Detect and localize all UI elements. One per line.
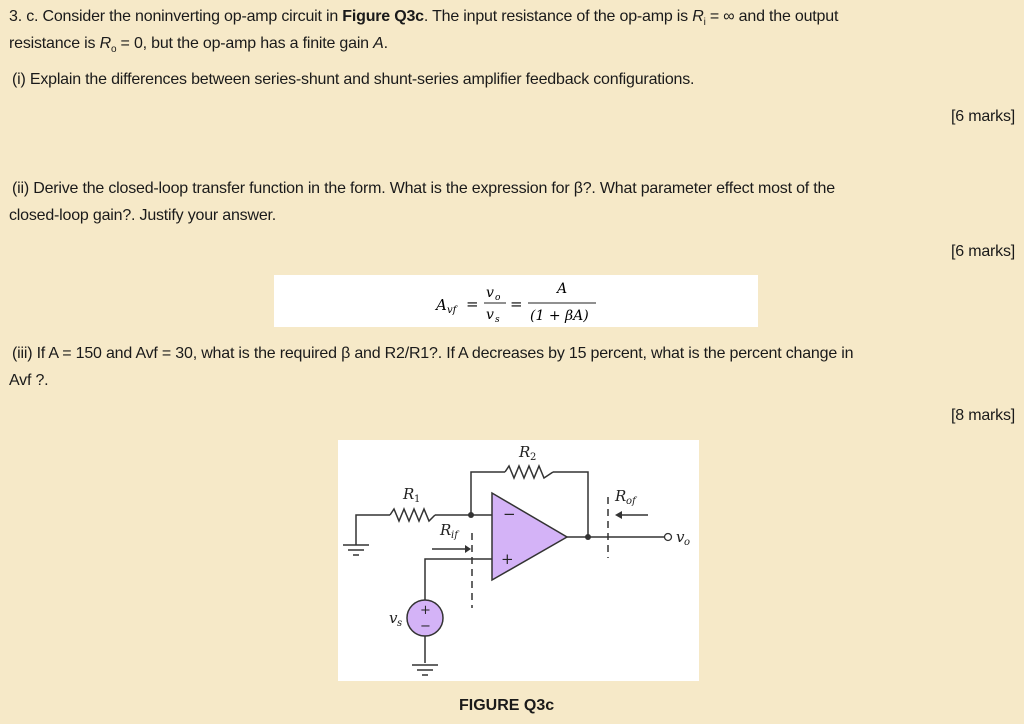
opamp-plus-sign: + [501, 550, 514, 568]
source-minus-sign: − [420, 619, 431, 634]
label-rif: R [440, 521, 452, 539]
part-ii-line2: closed-loop gain?. Justify your answer. [9, 207, 277, 224]
part-iii-marks: [8 marks] [951, 407, 1015, 424]
figure-reference: Figure Q3c [342, 8, 424, 25]
figure-caption: FIGURE Q3c [459, 697, 555, 714]
part-iii-line1: (iii) If A = 150 and Avf = 30, what is the required β and R2/R1?. If A decreases by 15 percent, what is the percent change in [12, 345, 854, 362]
part-ii-line1: (ii) Derive the closed-loop transfer function in the form. What is the expression for β?. What parameter effect most of the [12, 180, 835, 197]
eq-lhs-sub: vf [447, 305, 457, 316]
question-intro-line2: resistance is $R_o = 0$, but the op-amp has a finite gain A. [9, 35, 388, 56]
part-iii-line2: Avf ?. [9, 372, 49, 389]
label-rof: R [615, 487, 627, 505]
eq-den1-sub: s [495, 315, 500, 325]
label-vo: v [676, 528, 685, 546]
label-r2: R [519, 443, 531, 461]
eq-num1: v [486, 285, 494, 301]
eq-equals-1: = [466, 295, 479, 313]
question-intro-line1: 3. c. Consider the noninverting op-amp circuit in Figure Q3c. The input resistance of the op-amp is $R_i$ = ∞ and the output [9, 8, 839, 29]
part-i-text: (i) Explain the differences between series-shunt and shunt-series amplifier feedback configurations. [12, 71, 695, 88]
eq-equals-2: = [510, 295, 523, 313]
source-plus-sign: + [420, 603, 431, 618]
output-terminal [665, 534, 672, 541]
eq-num2: A [557, 281, 568, 297]
equation-box [274, 275, 758, 327]
label-rof-sub: of [626, 496, 636, 507]
label-vs: v [389, 609, 398, 627]
closed-loop-gain-equation [274, 275, 758, 327]
label-r1-sub: 1 [414, 494, 421, 505]
label-vs-sub: s [397, 618, 403, 629]
eq-den1: v [486, 307, 494, 323]
eq-num1-sub: o [495, 293, 501, 303]
eq-den2: (1 + βA) [530, 308, 589, 324]
label-r2-sub: 2 [530, 452, 537, 463]
eq-lhs: A [436, 296, 447, 314]
label-vo-sub: o [684, 537, 691, 548]
opamp-minus-sign: − [503, 505, 516, 523]
part-i-marks: [6 marks] [951, 108, 1015, 125]
circuit-diagram [335, 435, 705, 685]
junction-node [468, 512, 474, 518]
label-r1: R [403, 485, 415, 503]
label-rif-sub: if [451, 530, 458, 541]
part-ii-marks: [6 marks] [951, 243, 1015, 260]
output-node [585, 534, 591, 540]
